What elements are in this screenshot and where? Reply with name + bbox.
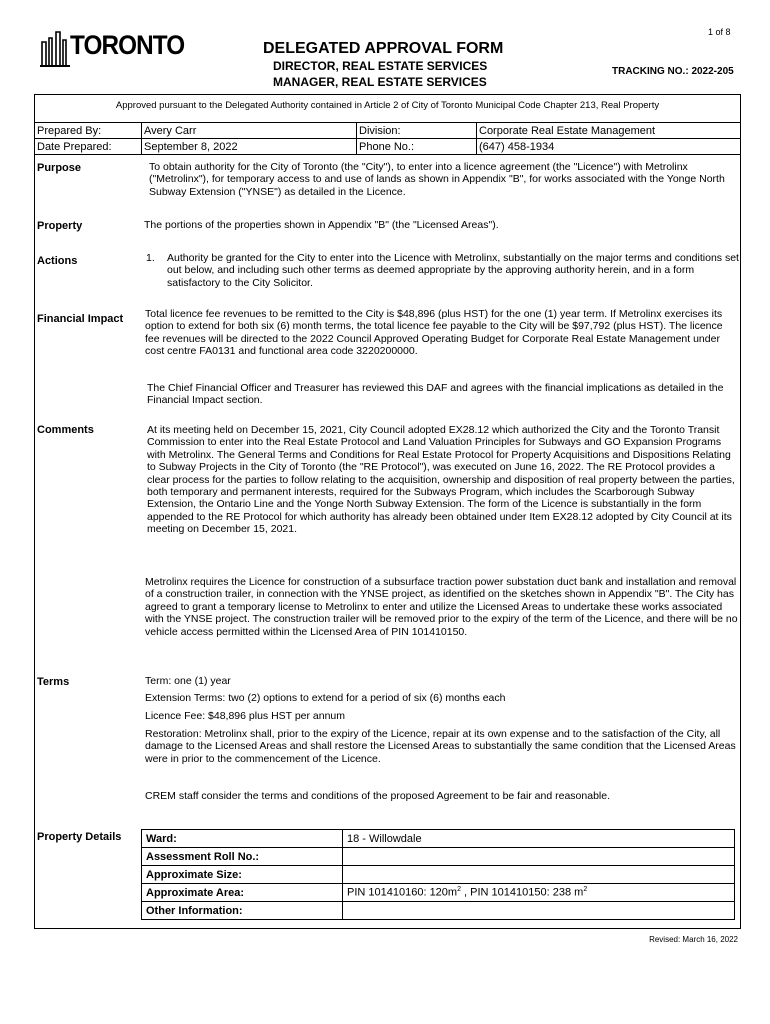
table-row bbox=[142, 848, 735, 866]
approved-statement: Approved pursuant to the Delegated Authority contained in Article 2 of City of Toronto Municipal Code Chapter 213, Real Property bbox=[115, 100, 660, 111]
assessment-roll-label: Assessment Roll No.: bbox=[142, 848, 343, 866]
financial-impact-text: Total licence fee revenues to be remitted to the City is $48,896 (plus HST) for the one (1) year term. If Metrolinx exercises its option to extend for both six (6) month terms, the total licence fee payable to the City will be $97,792 (plus HST). The licence fee revenues will be directed to the 2022 Council Approved Operating Budget for Corporate Real Estate Management under cost centre FA0131 and functional area code 3220200000. bbox=[145, 308, 723, 358]
financial-review-text: The Chief Financial Officer and Treasurer has reviewed this DAF and agrees with the financial implications as detailed in the Financial Impact section. bbox=[147, 382, 724, 407]
form-title: DELEGATED APPROVAL FORM bbox=[263, 40, 504, 57]
area-sup-2: 2 bbox=[583, 886, 588, 894]
city-hall-icon bbox=[40, 28, 70, 68]
date-prepared-label: Date Prepared: bbox=[37, 141, 112, 153]
tracking-number: TRACKING NO.: 2022-205 bbox=[612, 66, 734, 77]
comments-text-1: At its meeting held on December 15, 2021, City Council adopted EX28.12 which authorized the City and the Toronto Transit Commission to enter into the Real Estate Protocol and Land Valuation Principles for Subways and GO Expansion Programs with Metrolinx. The General Terms and Conditions for Real Estate Protocol for Property Acquisitions and Dispositions Relating to Subway Projects in the City of Toronto (the "RE Protocol"), was executed on June 16, 2022. The RE Protocol provides a clear process for the parties to follow relating to the acquisition, ownership and disposition of real property between the parties, both temporary and permanent interests, required for the Subways Program, which includes the Scarborough Subway Extension, the Ontario Line and the Yonge North Subway Extension. The form of the Licence is substantially in the form appended to the RE Protocol for which authority has already been obtained under Item EX28.12 adopted by City Council at its meeting on December 15, 2021. bbox=[147, 424, 735, 536]
approx-size-value bbox=[343, 866, 735, 884]
area-pin-2: , PIN 101410150: 238 m bbox=[461, 886, 584, 899]
actions-text: Authority be granted for the City to enter into the Licence with Metrolinx, substantially on the major terms and conditions set out below, and including such other terms as deemed appropriate by the approving authority herein, and in a form satisfactory to the City Solicitor. bbox=[167, 252, 739, 289]
page-indicator: 1 of 8 bbox=[708, 27, 731, 37]
terms-restoration: Restoration: Metrolinx shall, prior to the expiry of the Licence, repair at its own expense and to the satisfaction of the City, all damage to the Licensed Areas and shall restore the Licensed Areas to substantially the same condition that the Licensed Areas were in prior to the commencement of the Licence. bbox=[145, 728, 736, 765]
financial-impact-label: Financial Impact bbox=[37, 313, 124, 325]
division-label: Division: bbox=[359, 125, 401, 137]
assessment-roll-value bbox=[343, 848, 735, 866]
prepared-by-label: Prepared By: bbox=[37, 125, 102, 137]
phone-label: Phone No.: bbox=[359, 141, 415, 153]
comments-label: Comments bbox=[37, 424, 94, 436]
ward-value: 18 - Willowdale bbox=[343, 830, 735, 848]
actions-number: 1. bbox=[146, 252, 155, 264]
comments-text-2: Metrolinx requires the Licence for construction of a subsurface traction power substation duct bank and installation and removal of a construction trailer, in connection with the YNSE project, as identified on the sketches shown in Appendix "B". The City has agreed to grant a temporary license to Metrolinx to enter and utilize the Licensed Areas to undertake these works associated with the YNSE project. The construction trailer will be removed prior to the expiry of the term of the Licence, and there will be no vehicle access permitted within the Licensed Area of PIN 101410150. bbox=[145, 576, 738, 638]
area-pin-1: PIN 101410160: 120m bbox=[347, 886, 458, 899]
subtitle-manager: MANAGER, REAL ESTATE SERVICES bbox=[273, 75, 487, 89]
area-sup-1: 2 bbox=[457, 886, 461, 894]
date-prepared-value: September 8, 2022 bbox=[144, 141, 238, 153]
actions-label: Actions bbox=[37, 255, 78, 267]
property-details-label: Property Details bbox=[37, 831, 122, 843]
terms-term: Term: one (1) year bbox=[145, 675, 231, 687]
divider bbox=[34, 154, 741, 155]
table-row bbox=[142, 884, 735, 902]
terms-extension: Extension Terms: two (2) options to extend for a period of six (6) months each bbox=[145, 692, 506, 704]
other-info-label: Other Information: bbox=[142, 902, 343, 920]
terms-crem-note: CREM staff consider the terms and conditions of the proposed Agreement to be fair and reasonable. bbox=[145, 790, 610, 802]
terms-label: Terms bbox=[37, 676, 70, 688]
prepared-by-value: Avery Carr bbox=[144, 125, 197, 137]
divider bbox=[141, 122, 142, 154]
divider bbox=[476, 122, 477, 154]
table-row bbox=[142, 830, 735, 848]
subtitle-director: DIRECTOR, REAL ESTATE SERVICES bbox=[273, 59, 488, 73]
approx-area-value bbox=[343, 884, 735, 902]
purpose-label: Purpose bbox=[37, 162, 82, 174]
property-text: The portions of the properties shown in Appendix "B" (the "Licensed Areas"). bbox=[144, 219, 499, 231]
property-label: Property bbox=[37, 220, 83, 232]
other-info-value bbox=[343, 902, 735, 920]
ward-label: Ward: bbox=[142, 830, 343, 848]
table-row bbox=[142, 902, 735, 920]
logo-wordmark: TORONTO bbox=[70, 30, 185, 60]
divider bbox=[356, 122, 357, 154]
terms-licence-fee: Licence Fee: $48,896 plus HST per annum bbox=[145, 710, 346, 722]
division-value: Corporate Real Estate Management bbox=[479, 125, 656, 137]
approx-size-label: Approximate Size: bbox=[142, 866, 343, 884]
approx-area-label: Approximate Area: bbox=[142, 884, 343, 902]
table-row bbox=[142, 866, 735, 884]
phone-value: (647) 458-1934 bbox=[479, 141, 555, 153]
purpose-text: To obtain authority for the City of Toronto (the "City"), to enter into a licence agreement (the "Licence") with Metrolinx ("Metrolinx"), for temporary access to and use of lands as shown in Appendix "B", for works associated with the Yonge North Subway Extension ("YNSE") as detailed in the Licence. bbox=[149, 161, 725, 198]
property-details-table bbox=[141, 829, 735, 920]
revised-date: Revised: March 16, 2022 bbox=[649, 935, 738, 944]
